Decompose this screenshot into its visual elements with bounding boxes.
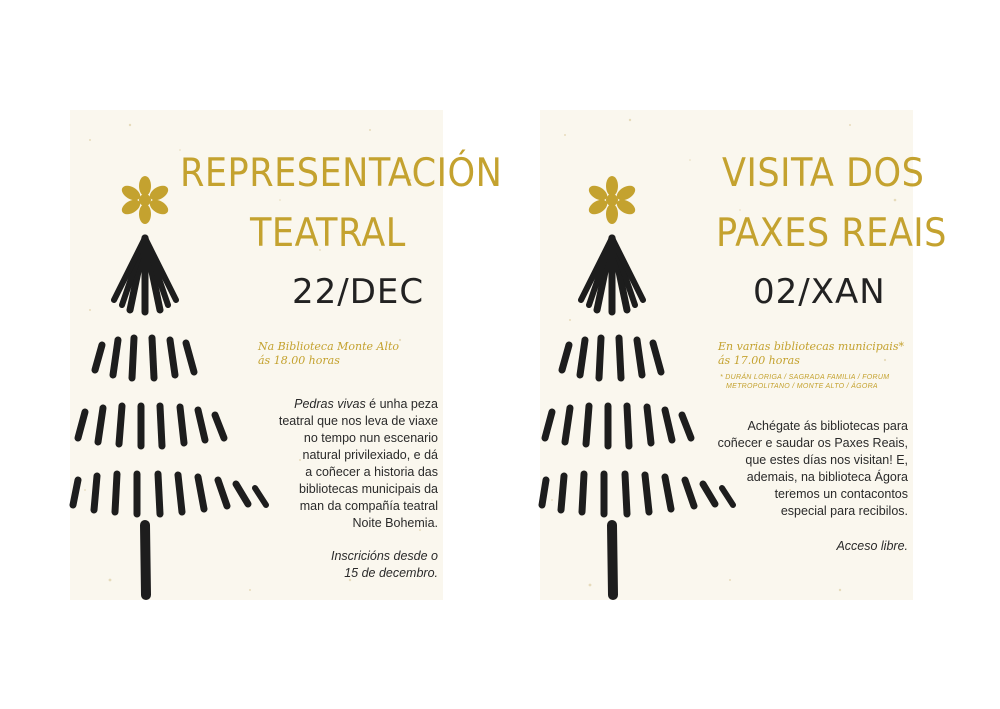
- event-place: Na Biblioteca Monte Alto: [258, 340, 400, 353]
- event-title-line2: TEATRAL: [250, 211, 406, 256]
- event-card-royal-pages: [540, 110, 947, 600]
- library-list-line2: METROPOLITANO / MONTE ALTO / ÁGORA: [726, 383, 878, 390]
- flower-star-icon: [586, 176, 637, 224]
- event-description: Pedras vivas é unha peza teatral que nos leva de viaxe no tempo nun escenario natural privilexiado, e dá a coñecer a historia das bibliotecas municipais da man da compañía teatral Noite Bohemia.: [278, 397, 438, 530]
- play-name: Pedras vivas: [294, 397, 366, 411]
- christmas-tree-icon: [70, 180, 280, 600]
- event-date: 02/XAN: [753, 272, 886, 312]
- event-time: ás 17.00 horas: [718, 354, 800, 367]
- event-description: Achégate ás bibliotecas para coñecer e saudar os Paxes Reais, que estes días nos visitan! E, ademais, na biblioteca Ágora teremos un contacontos especial para recibilos.: [717, 419, 908, 518]
- event-title-line1: VISITA DOS: [722, 151, 925, 196]
- event-date: 22/DEC: [292, 272, 425, 312]
- library-list-line1: * DURÁN LORIGA / SAGRADA FAMILIA / FORUM: [720, 374, 890, 381]
- event-place: En varias bibliotecas municipais*: [718, 340, 904, 353]
- registration-note: Inscricións desde o 15 de decembro.: [330, 549, 438, 580]
- flower-star-icon: [119, 176, 170, 224]
- event-time: ás 18.00 horas: [258, 354, 340, 367]
- event-title-line1: REPRESENTACIÓN: [180, 151, 503, 196]
- access-note: Acceso libre.: [836, 539, 908, 553]
- event-card-theatre: [70, 110, 503, 600]
- event-title-line2: PAXES REAIS: [716, 211, 947, 256]
